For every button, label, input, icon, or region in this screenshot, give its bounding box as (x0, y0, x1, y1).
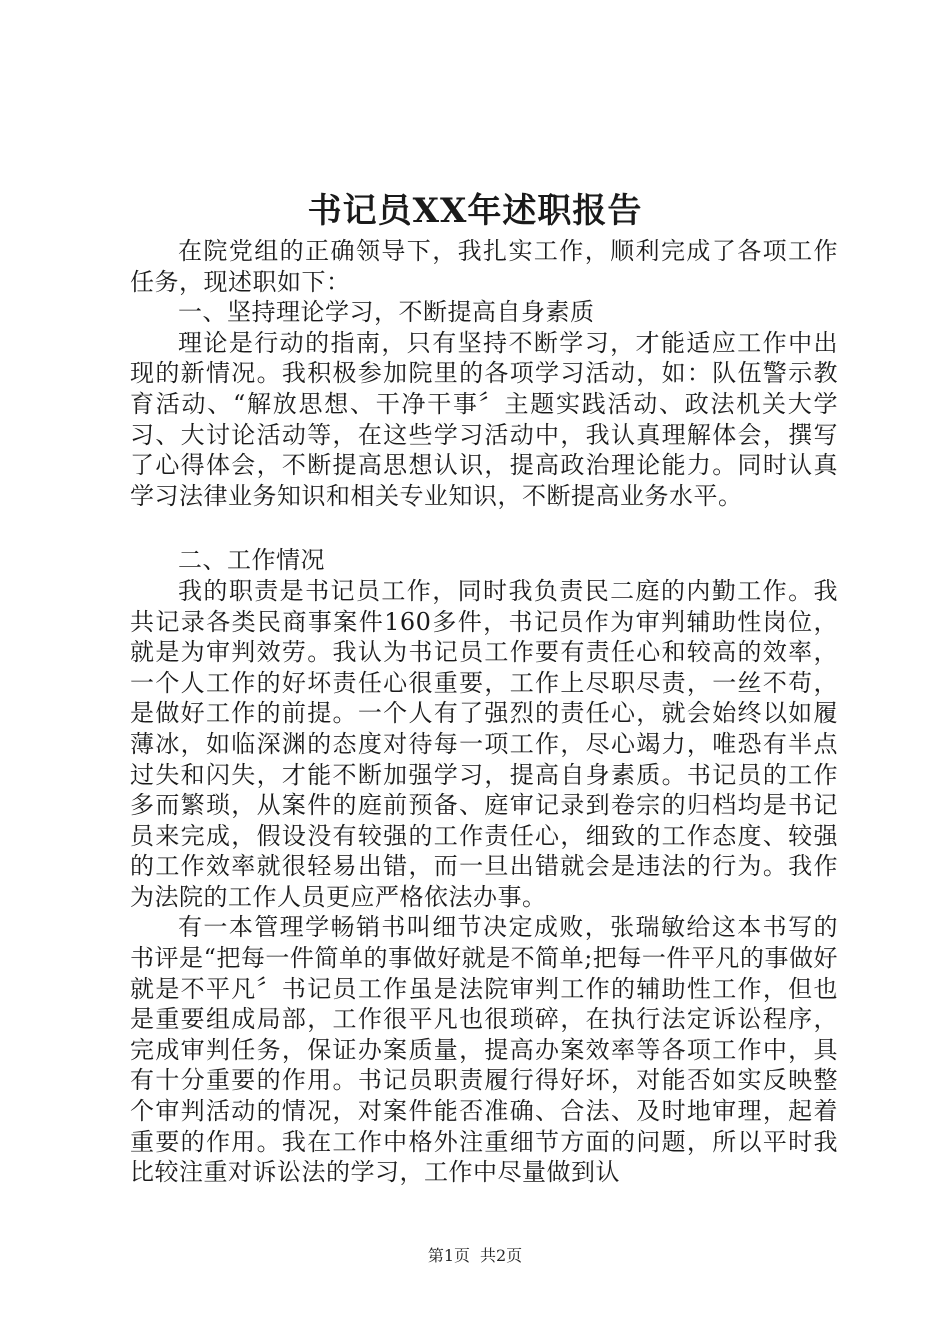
page-total: 共2页 (480, 1246, 523, 1265)
section-heading-2: 二、工作情况 (178, 546, 325, 575)
section-2-paragraph-1: 我的职责是书记员工作，同时我负责民二庭的内勤工作。我共记录各类民商事案件160多件，书记员作为审判辅助性岗位，就是为审判效劳。我认为书记员工作要有责任心和较高的效率，一个人工作的好坏责任心很重要，工作上尽职尽责，一丝不苟，是做好工作的前提。一个人有了强烈的责任心，就会始终以如履薄冰，如临深渊的态度对待每一项工作，尽心竭力，唯恐有半点过失和闪失，才能不断加强学习，提高自身素质。书记员的工作多而繁琐，从案件的庭前预备、庭审记录到卷宗的归档均是书记员来完成，假设没有较强的工作责任心，细致的工作态度、较强的工作效率就很轻易出错，而一旦出错就会是违法的行为。我作为法院的工作人员更应严格依法办事。 (130, 576, 838, 911)
section-2-paragraph-2: 有一本管理学畅销书叫细节决定成败，张瑞敏给这本书写的书评是“把每一件简单的事做好就是不简单;把每一件平凡的事做好就是不平凡〞书记员工作虽是法院审判工作的辅助性工作，但也是重要组成局部，工作很平凡也很琐碎，在执行法定诉讼程序，完成审判任务，保证办案质量，提高办案效率等各项工作中，具有十分重要的作用。书记员职责履行得好坏，对能否如实反映整个审判活动的情况，对案件能否准确、合法、及时地审理，起着重要的作用。我在工作中格外注重细节方面的问题，所以平时我比较注重对诉讼法的学习，工作中尽量做到认 (130, 913, 838, 1187)
document-body (130, 236, 838, 1188)
document-title: 书记员XX年述职报告 (307, 191, 643, 231)
section-heading-1: 一、坚持理论学习，不断提高自身素质 (178, 298, 595, 327)
page-number: 第1页 (427, 1246, 470, 1265)
section-1-paragraph: 理论是行动的指南，只有坚持不断学习，才能适应工作中出现的新情况。我积极参加院里的各项学习活动，如：队伍警示教育活动、“解放思想、干净干事〞主题实践活动、政法机关大学习、大讨论活动等，在这些学习活动中，我认真理解体会，撰写了心得体会，不断提高思想认识，提高政治理论能力。同时认真学习法律业务知识和相关专业知识，不断提高业务水平。 (130, 328, 838, 510)
page-footer (0, 1245, 950, 1267)
paragraph-spacer (130, 511, 838, 545)
intro-paragraph: 在院党组的正确领导下，我扎实工作，顺利完成了各项工作任务，现述职如下： (130, 237, 838, 296)
